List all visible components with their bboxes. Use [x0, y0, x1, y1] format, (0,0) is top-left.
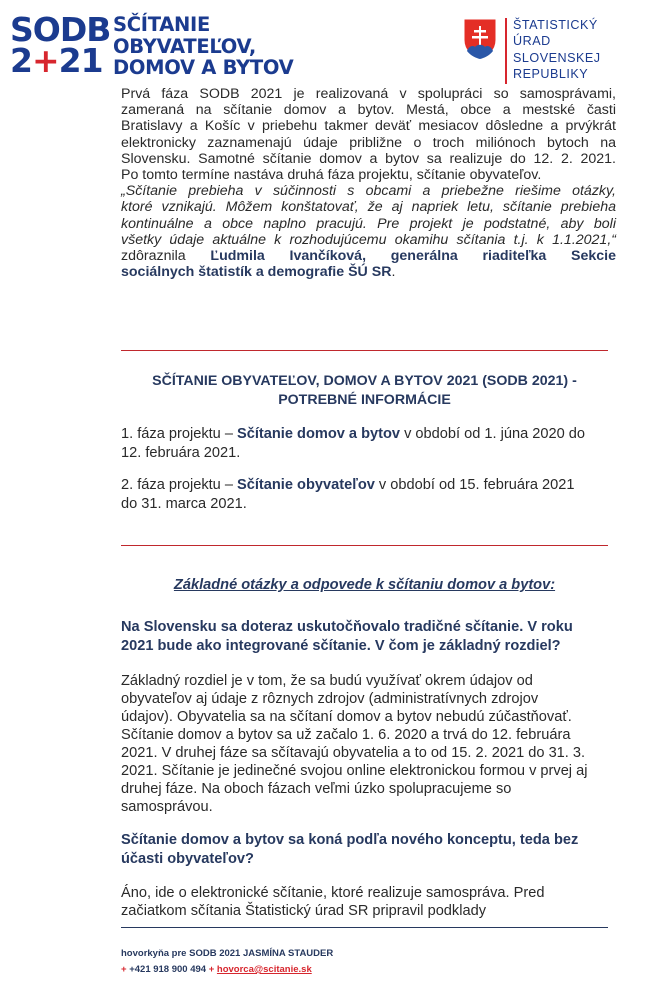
section-divider	[121, 545, 608, 546]
census-title-line: SČÍTANIE	[113, 13, 210, 36]
attribution-line	[121, 248, 616, 264]
attribution-name-cont: sociálnych štatistík a demografie ŠÚ SR	[121, 264, 392, 281]
answer-line: samosprávou.	[121, 799, 213, 815]
answer-1	[121, 672, 616, 816]
answer-2	[121, 884, 616, 920]
answer-line: Základný rozdiel je v tom, že sa budú využívať okrem údajov od	[121, 673, 533, 689]
phase-name: Sčítanie domov a bytov	[237, 426, 401, 442]
quote-line: „Sčítanie prebieha v súčinnosti s obcami a priebežne riešime otázky,	[121, 183, 616, 200]
phase-1-info	[121, 425, 616, 462]
spokesperson-line: hovorkyňa pre SODB 2021 JASMÍNA STAUDER	[121, 948, 334, 959]
info-title-line: SČÍTANIE OBYVATEĽOV, DOMOV A BYTOV 2021 (SODB 2021) -	[152, 373, 577, 389]
phone-number: +421 918 900 494	[126, 964, 209, 975]
attribution-name: Ľudmila Ivančíková, generálna riaditeľka Sekcie	[210, 248, 616, 265]
intro-line: Prvá fáza SODB 2021 je realizovaná v spolupráci so samosprávami,	[121, 86, 616, 102]
phase-prefix: 2. fáza projektu –	[121, 477, 238, 493]
quote-line: kontinuálne a obce naplno pracujú. Pre projekt je podstatné, aby boli	[121, 215, 616, 232]
contact-line	[121, 962, 333, 978]
answer-line: 2021. V druhej fáze sa sčítavajú obyvatelia a to od 15. 2. 2021 do 31. 3.	[121, 745, 586, 761]
susr-divider	[505, 18, 507, 84]
susr-line: SLOVENSKEJ	[513, 50, 601, 65]
answer-line: druhej fáze. Na oboch fázach veľmi úzko spolupracujeme so	[121, 781, 512, 797]
question-line: 2021 bude ako integrované sčítanie. V čom je základný rozdiel?	[121, 637, 561, 654]
susr-line: ÚRAD	[513, 34, 551, 49]
question-line: účasti obyvateľov?	[121, 850, 254, 867]
census-title-line: OBYVATEĽOV,	[113, 34, 256, 58]
plus-mark: +	[121, 964, 127, 975]
susr-line: REPUBLIKY	[513, 66, 589, 81]
attribution-suffix: .	[391, 264, 396, 281]
susr-logo-text	[513, 17, 601, 82]
qa-heading: Základné otázky a odpovede k sčítaniu domov a bytov:	[173, 577, 556, 593]
sodb-logo-digits: 21	[58, 41, 103, 80]
sodb-logo-line2	[10, 41, 103, 80]
phase-2-info	[121, 476, 616, 513]
question-1	[121, 618, 616, 655]
press-contact-footer	[121, 946, 333, 978]
answer-line: Áno, ide o elektronické sčítanie, ktoré realizuje samospráva. Pred	[121, 885, 545, 901]
attribution-prefix: zdôraznila	[121, 248, 211, 265]
answer-line: obyvateľov aj údaje z rôznych zdrojov (administratívnych zdrojov	[121, 691, 539, 707]
answer-line: údajov). Obyvatelia sa na sčítaní domov a bytov nebudú zúčastňovať.	[121, 709, 572, 725]
answer-line: Sčítanie domov a bytov sa už začalo 1. 6. 2020 a trvá do 12. februára	[121, 727, 571, 743]
attribution-line	[121, 264, 616, 280]
slovak-coat-of-arms-icon	[463, 18, 497, 60]
sodb-logo-plus: +	[31, 41, 59, 80]
intro-line: Po tomto termíne nastáva druhá fáza projektu, sčítanie obyvateľov.	[121, 167, 542, 184]
sodb-logo	[10, 10, 111, 80]
phase-line	[121, 425, 616, 444]
susr-line: ŠTATISTICKÝ	[513, 18, 598, 32]
intro-paragraph	[121, 86, 616, 280]
phase-period: v období od 15. februára 2021	[374, 477, 575, 493]
phase-period: v období od 1. júna 2020 do	[400, 426, 586, 442]
footer-divider	[121, 927, 608, 928]
question-line: Sčítanie domov a bytov sa koná podľa nového konceptu, teda bez	[121, 832, 579, 848]
answer-line: začiatkom sčítania Štatistický úrad SR pripravil podklady	[121, 903, 486, 919]
answer-line: 2021. Sčítanie je jedinečné svojou online elektronickou formou v prvej aj	[121, 763, 588, 779]
intro-line: Slovensku. Samotné sčítanie domov a bytov sa realizuje do 12. 2. 2021.	[121, 150, 616, 167]
intro-line: elektronicky zaznamenajú údaje približne o troch miliónoch bytoch na	[121, 134, 616, 151]
quote-line: všetky údaje aktuálne k rozhodujúcemu okamihu sčítania t.j. k 1.1.2021,“	[121, 231, 616, 248]
question-line: Na Slovensku sa doteraz uskutočňovalo tradičné sčítanie. V roku	[121, 619, 573, 635]
info-section-title	[121, 372, 608, 410]
page-header	[0, 0, 648, 90]
sodb-logo-digit: 2	[10, 41, 32, 80]
sodb-logo-line1: SODB	[10, 10, 111, 49]
phase-prefix: 1. fáza projektu –	[121, 426, 238, 442]
email-link[interactable]: hovorca@scitanie.sk	[216, 964, 312, 975]
phase-line-2: 12. februára 2021.	[121, 444, 241, 461]
census-title-line: DOMOV A BYTOV	[113, 56, 294, 79]
intro-line: zameraná na sčítanie domov a bytov. Mestá, obce a mestské časti	[121, 102, 616, 119]
question-2	[121, 831, 616, 868]
intro-line: Bratislavy a Košíc v priebehu takmer deväť mesiacov dôsledne a prvýkrát	[121, 118, 616, 135]
info-title-line: POTREBNÉ INFORMÁCIE	[278, 392, 451, 408]
census-title	[113, 14, 293, 79]
phase-name: Sčítanie obyvateľov	[237, 477, 375, 493]
phase-line	[121, 476, 616, 495]
phase-line-2: do 31. marca 2021.	[121, 495, 247, 512]
section-divider	[121, 350, 608, 351]
quote-line: ktoré vznikajú. Môžem konštatovať, že aj napriek letu, sčítanie prebieha	[121, 199, 616, 216]
plus-mark: +	[208, 964, 215, 975]
